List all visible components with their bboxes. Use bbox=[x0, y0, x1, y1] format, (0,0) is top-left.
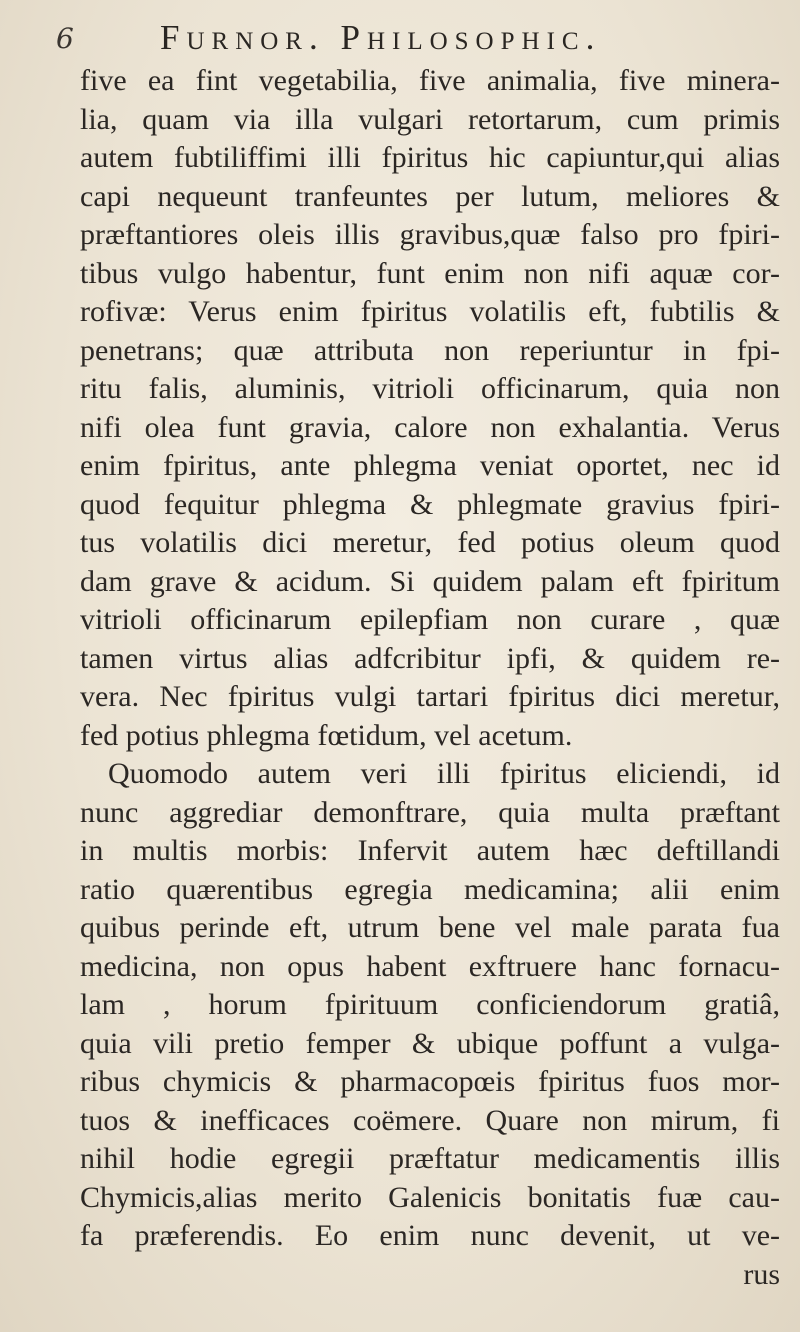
text-line: capi nequeunt tranfeuntes per lutum, meliores & bbox=[80, 179, 780, 213]
text-line: ratio quærentibus egregia medicamina; alii enim bbox=[80, 872, 780, 906]
running-title: Furnor. Philosophic. bbox=[160, 18, 602, 57]
text-line: tus volatilis dici meretur, fed potius oleum quod bbox=[80, 526, 780, 559]
text-line: enim fpiritus, ante phlegma veniat oportet, nec id bbox=[80, 449, 780, 482]
page-header bbox=[56, 14, 776, 64]
text-line: five ea fint vegetabilia, five animalia, five minera- bbox=[80, 64, 780, 97]
text-line: vitrioli officinarum epilepfiam non curare , quæ bbox=[80, 603, 780, 636]
text-line: quibus perinde eft, utrum bene vel male parata fua bbox=[80, 911, 780, 944]
text-line: rofivæ: Verus enim fpiritus volatilis eft, fubtilis & bbox=[80, 295, 780, 328]
text-line: tuos & inefficaces coëmere. Quare non mirum, fi bbox=[80, 1103, 780, 1137]
text-line: quia vili pretio femper & ubique poffunt a vulga- bbox=[80, 1026, 780, 1060]
text-line: præftantiores oleis illis gravibus,quæ falso pro fpiri- bbox=[80, 218, 780, 251]
text-line: medicina, non opus habent exftruere hanc fornacu- bbox=[80, 949, 780, 983]
body-text bbox=[80, 62, 780, 1294]
text-line: autem fubtiliffimi illi fpiritus hic capiuntur,qui alias bbox=[80, 141, 780, 174]
text-line: nifi olea funt gravia, calore non exhalantia. Verus bbox=[80, 410, 780, 444]
text-line: vera. Nec fpiritus vulgi tartari fpiritus dici meretur, bbox=[80, 680, 780, 713]
text-line: lia, quam via illa vulgari retortarum, cum primis bbox=[80, 102, 780, 136]
text-line: nihil hodie egregii præftatur medicamentis illis bbox=[80, 1142, 780, 1175]
text-line: nunc aggrediar demonftrare, quia multa præftant bbox=[80, 795, 780, 829]
text-line: tibus vulgo habentur, funt enim non nifi aquæ cor- bbox=[80, 256, 780, 290]
text-line: in multis morbis: Infervit autem hæc deftillandi bbox=[80, 834, 780, 867]
text-line: Quomodo autem veri illi fpiritus eliciendi, id bbox=[108, 757, 780, 790]
text-line: fed potius phlegma fœtidum, vel acetum. bbox=[80, 718, 573, 752]
page-number: 6 bbox=[56, 22, 74, 55]
text-line: quod fequitur phlegma & phlegmate gravius fpiri- bbox=[80, 487, 780, 521]
text-line: dam grave & acidum. Si quidem palam eft fpiritum bbox=[80, 564, 780, 598]
text-line: tamen virtus alias adfcribitur ipfi, & quidem re- bbox=[80, 641, 780, 675]
catchword: rus bbox=[743, 1257, 780, 1291]
text-line: penetrans; quæ attributa non reperiuntur in fpi- bbox=[80, 333, 780, 367]
text-line: ritu falis, aluminis, vitrioli officinarum, quia non bbox=[80, 372, 780, 405]
text-line: ribus chymicis & pharmacopœis fpiritus fuos mor- bbox=[80, 1065, 780, 1098]
text-line: fa præferendis. Eo enim nunc devenit, ut ve- bbox=[80, 1219, 780, 1252]
text-line: Chymicis,alias merito Galenicis bonitatis fuæ cau- bbox=[80, 1180, 780, 1214]
text-line: lam , horum fpirituum conficiendorum gratiâ, bbox=[80, 988, 780, 1021]
